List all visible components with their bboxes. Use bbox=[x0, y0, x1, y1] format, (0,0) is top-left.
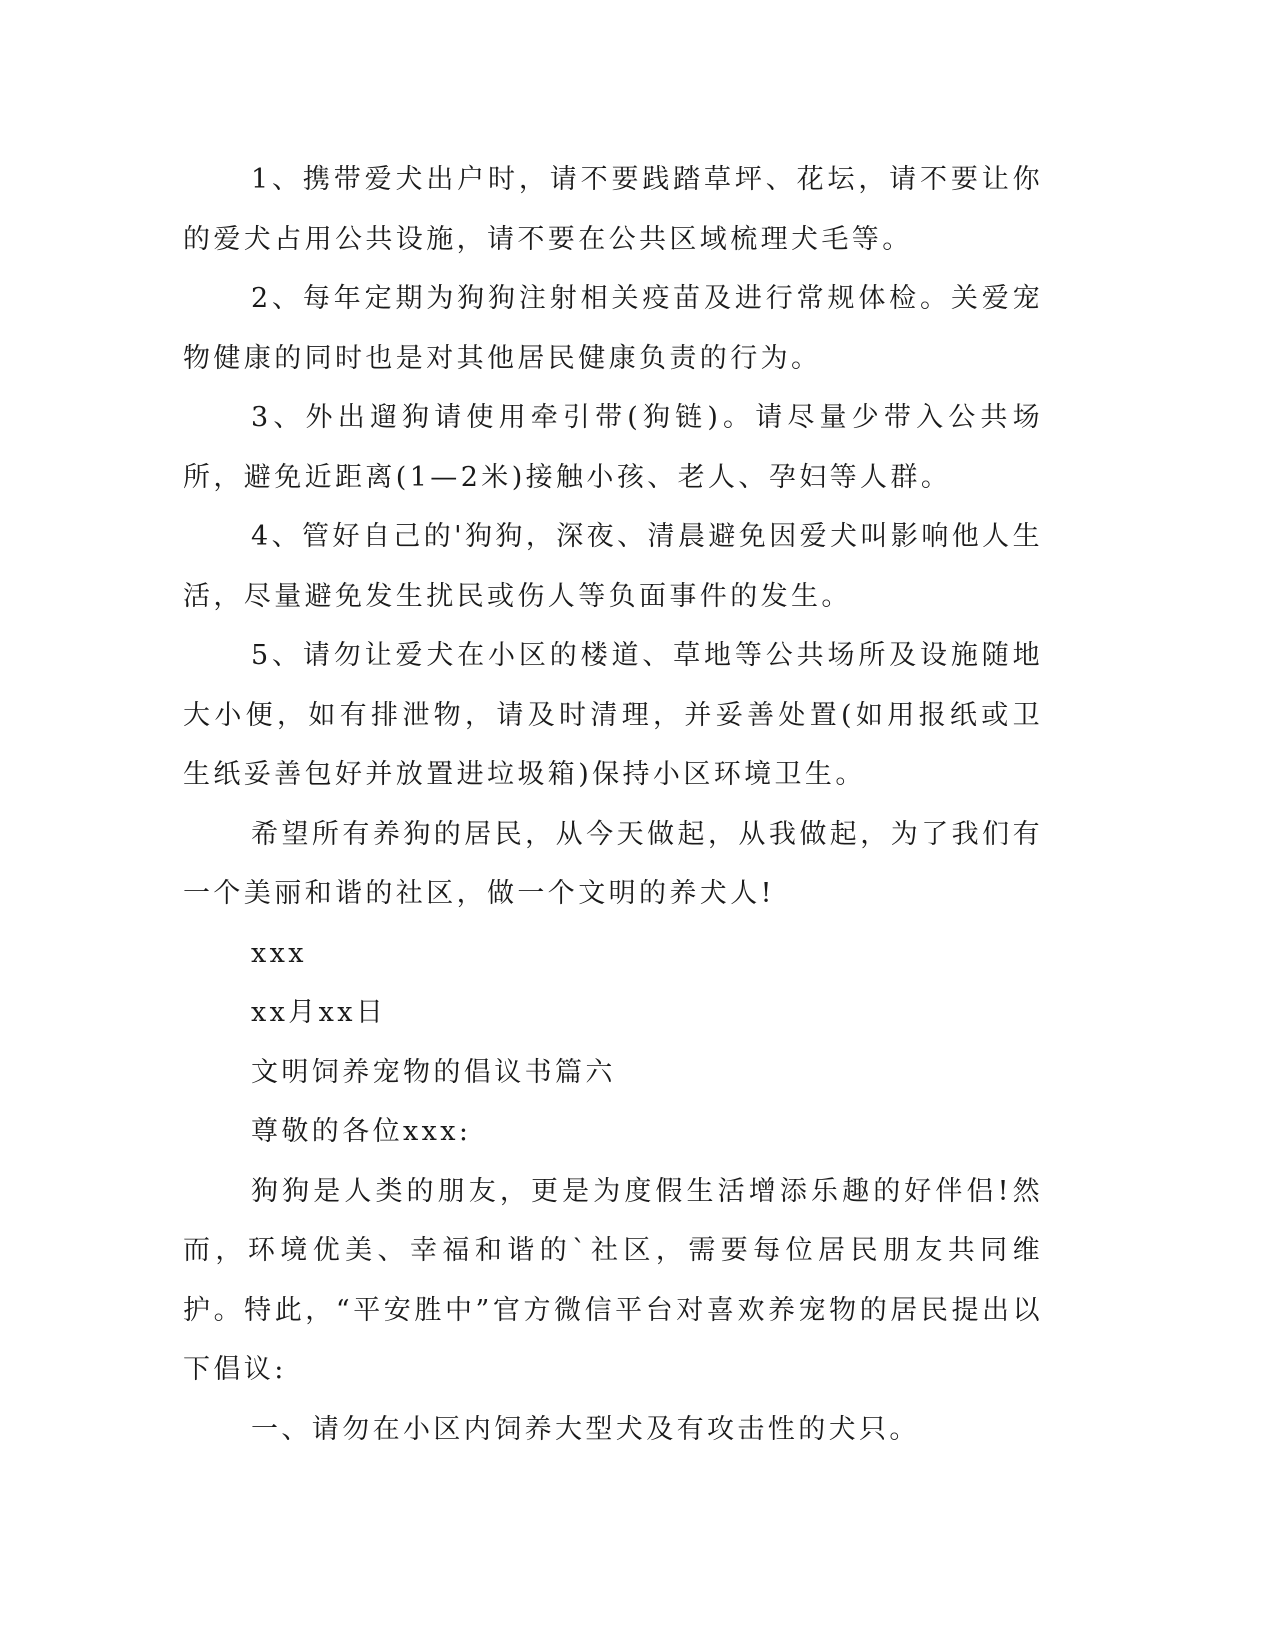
paragraph-item-2: 2、每年定期为狗狗注射相关疫苗及进行常规体检。关爱宠物健康的同时也是对其他居民健康负责的行为。 bbox=[183, 283, 1043, 374]
intro-paragraph: 狗狗是人类的朋友，更是为度假生活增添乐趣的好伴侣!然而，环境优美、幸福和谐的`社区，需要每位居民朋友共同维护。特此，“平安胜中”官方微信平台对喜欢养宠物的居民提出以下倡议: bbox=[183, 1175, 1043, 1385]
paragraph-item-4: 4、管好自己的'狗狗，深夜、清晨避免因爱犬叫影响他人生活，尽量避免发生扰民或伤人等负面事件的发生。 bbox=[183, 521, 1043, 612]
date: xx月xx日 bbox=[251, 997, 387, 1028]
paragraph-item-3: 3、外出遛狗请使用牵引带(狗链)。请尽量少带入公共场所，避免近距离(1—2米)接触小孩、老人、孕妇等人群。 bbox=[183, 402, 1043, 493]
proposal-item-1: 一、请勿在小区内饲养大型犬及有攻击性的犬只。 bbox=[251, 1413, 920, 1445]
document-page bbox=[183, 150, 1043, 1459]
section-title: 文明饲养宠物的倡议书篇六 bbox=[251, 1056, 616, 1088]
closing-paragraph: 希望所有养狗的居民，从今天做起，从我做起，为了我们有一个美丽和谐的社区，做一个文明的养犬人! bbox=[183, 818, 1043, 909]
signature: xxx bbox=[251, 937, 307, 969]
paragraph-item-5: 5、请勿让爱犬在小区的楼道、草地等公共场所及设施随地大小便，如有排泄物，请及时清理，并妥善处置(如用报纸或卫生纸妥善包好并放置进垃圾箱)保持小区环境卫生。 bbox=[183, 640, 1043, 790]
salutation: 尊敬的各位xxx: bbox=[251, 1116, 472, 1147]
paragraph-item-1: 1、携带爱犬出户时，请不要践踏草坪、花坛，请不要让你的爱犬占用公共设施，请不要在公共区域梳理犬毛等。 bbox=[183, 164, 1043, 255]
